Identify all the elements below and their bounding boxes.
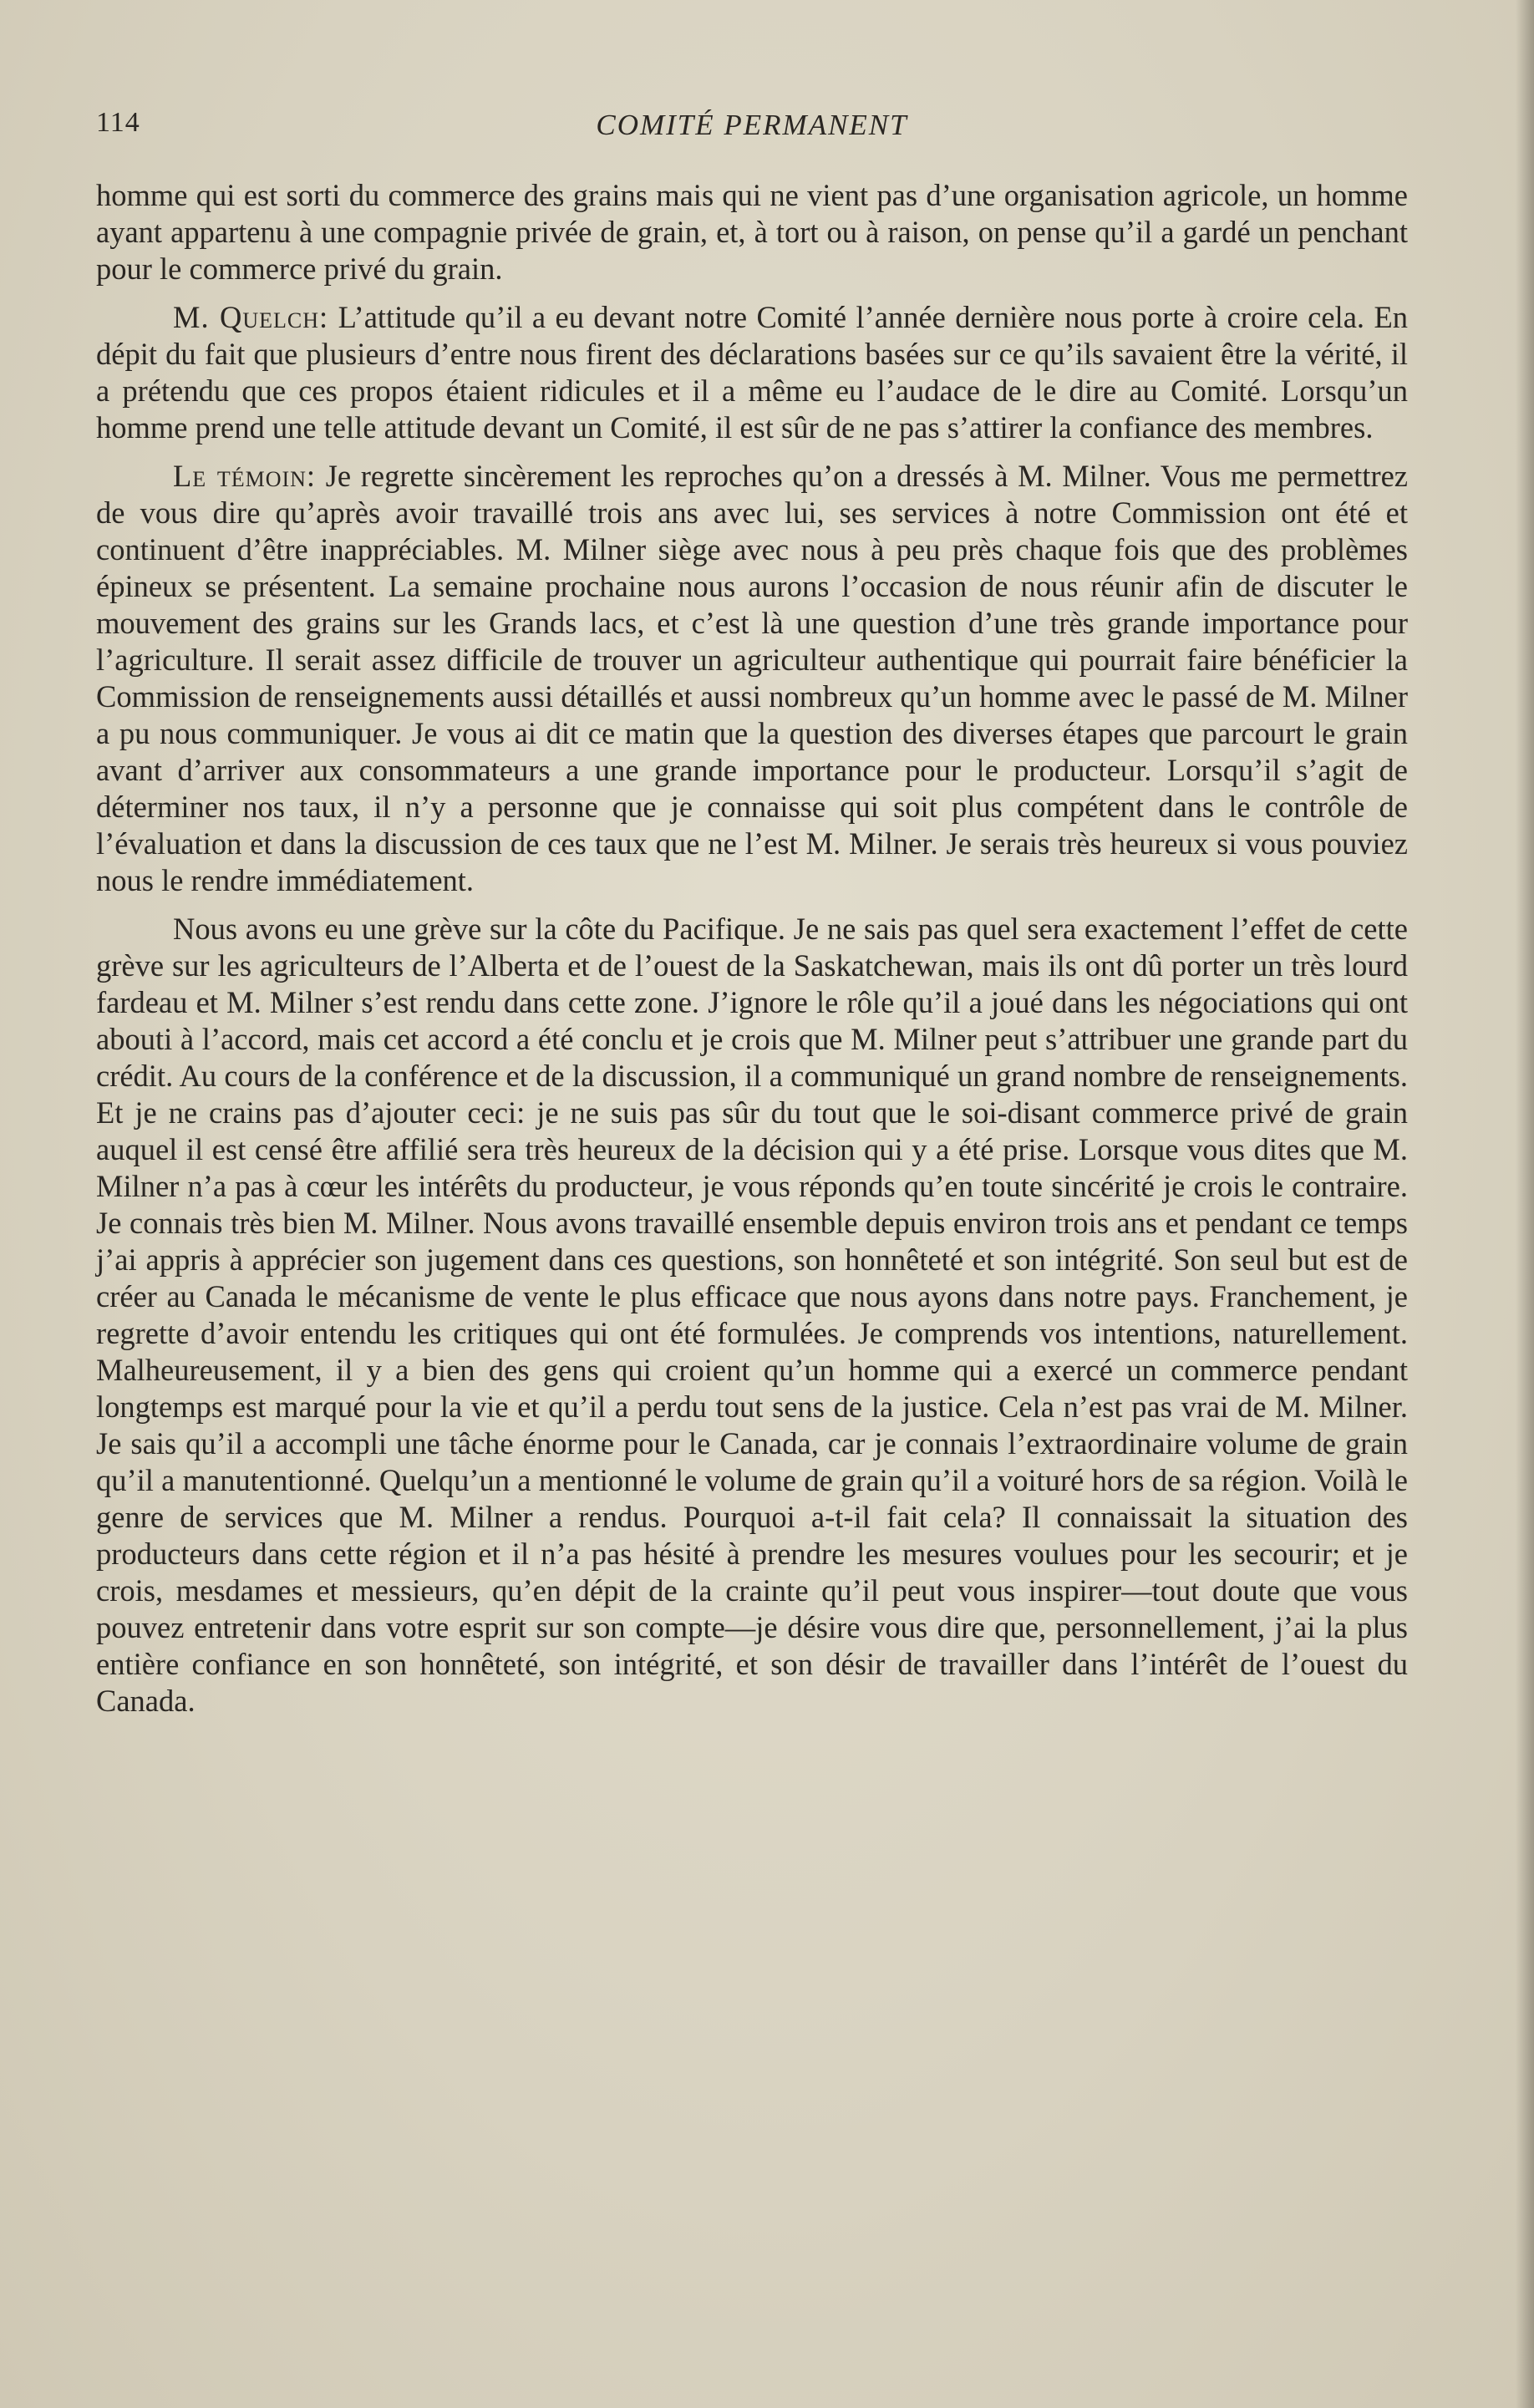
paragraph-text: L’attitude qu’il a eu devant notre Comité l’année dernière nous porte à croire cela. En dépit du fait que plusieurs d’entre nous firent des déclarations basées sur ce qu’ils savaient être la vérité, il a prétendu que ces propos étaient ridicules et il a même eu l’audace de le dire au Comité. Lorsqu’un homme prend une telle attitude devant un Comité, il est sûr de ne pas s’attirer la confiance des membres. bbox=[96, 300, 1408, 445]
paragraph-text: homme qui est sorti du commerce des grains mais qui ne vient pas d’une organisation agricole, un homme ayant appartenu à une compagnie privée de grain, et, à tort ou à raison, on pense qu’il a gardé un penchant pour le commerce privé du grain. bbox=[96, 178, 1408, 286]
paragraph-text: Nous avons eu une grève sur la côte du Pacifique. Je ne sais pas quel sera exactement l’effet de cette grève sur les agriculteurs de l’Alberta et de l’ouest de la Saskatchewan, mais ils ont dû porter un très lourd fardeau et M. Milner s’est rendu dans cette zone. J’ignore le rôle qu’il a joué dans les négociations qui ont abouti à l’accord, mais cet accord a été conclu et je crois que M. Milner peut s’attribuer une grande part du crédit. Au cours de la conférence et de la discussion, il a communiqué un grand nombre de renseignements. Et je ne crains pas d’ajouter ceci: je ne suis pas sûr du tout que le soi-disant commerce privé de grain auquel il est censé être affilié sera très heureux de la décision qui y a été prise. Lorsque vous dites que M. Milner n’a pas à cœur les intérêts du producteur, je vous réponds qu’en toute sincérité je crois le contraire. Je connais très bien M. Milner. Nous avons travaillé ensemble depuis environ trois ans et pendant ce temps j’ai appris à apprécier son jugement dans ces questions, son honnêteté et son intégrité. Son seul but est de créer au Canada le mécanisme de vente le plus efficace que nous ayons dans notre pays. Franchement, je regrette d’avoir entendu les critiques qui ont été formulées. Je comprends vos intentions, naturellement. Malheureusement, il y a bien des gens qui croient qu’un homme qui a exercé un commerce pendant longtemps est marqué pour la vie et qu’il a perdu tout sens de la justice. Cela n’est pas vrai de M. Milner. Je sais qu’il a accompli une tâche énorme pour le Canada, car je connais l’extraordinaire volume de grain qu’il a manutentionné. Quelqu’un a mentionné le volume de grain qu’il a voituré hors de sa région. Voilà le genre de services que M. Milner a rendus. Pourquoi a-t-il fait cela? Il connaissait la situation des producteurs dans cette région et il n’a pas hésité à prendre les mesures voulues pour les secourir; et je crois, mesdames et messieurs, qu’en dépit de la crainte qu’il peut vous inspirer—tout doute que vous pouvez entretenir dans votre esprit sur son compte—je désire vous dire que, personnellement, j’ai la plus entière confiance en son honnêteté, son intégrité, et son désir de travailler dans l’intérêt de l’ouest du Canada. bbox=[96, 912, 1408, 1718]
page-number: 114 bbox=[96, 107, 140, 138]
paragraph-temoin bbox=[96, 458, 1408, 899]
paragraph-text: Je regrette sincèrement les reproches qu’on a dressés à M. Milner. Vous me permettrez de vous dire qu’après avoir travaillé trois ans avec lui, ses services à notre Commission ont été et continuent d’être inappréciables. M. Milner siège avec nous à peu près chaque fois que des problèmes épineux se présentent. La semaine prochaine nous aurons l’occasion de nous réunir afin de discuter le mouvement des grains sur les Grands lacs, et c’est là une question d’une très grande importance pour l’agriculture. Il serait assez difficile de trouver un agriculteur authentique qui pourrait faire bénéficier la Commission de renseignements aussi détaillés et aussi nombreux qu’un homme avec le passé de M. Milner a pu nous communiquer. Je vous ai dit ce matin que la question des diverses étapes que parcourt le grain avant d’arriver aux consommateurs a une grande importance pour le producteur. Lorsqu’il s’agit de déterminer nos taux, il n’y a personne que je connaisse qui soit plus compétent dans le contrôle de l’évaluation et dans la discussion de ces taux que ne l’est M. Milner. Je serais très heureux si vous pouviez nous le rendre immédiatement. bbox=[96, 459, 1408, 897]
speaker-label: M. Quelch: bbox=[173, 300, 329, 334]
page-edge-shadow bbox=[1516, 0, 1534, 2408]
paragraph-continuation bbox=[96, 177, 1408, 287]
paragraph-quelch bbox=[96, 299, 1408, 446]
running-head: COMITÉ PERMANENT bbox=[596, 109, 908, 141]
page-header bbox=[96, 107, 1408, 149]
speaker-label: Le témoin: bbox=[173, 459, 317, 493]
body-text bbox=[96, 177, 1408, 1731]
paragraph-greve bbox=[96, 911, 1408, 1720]
